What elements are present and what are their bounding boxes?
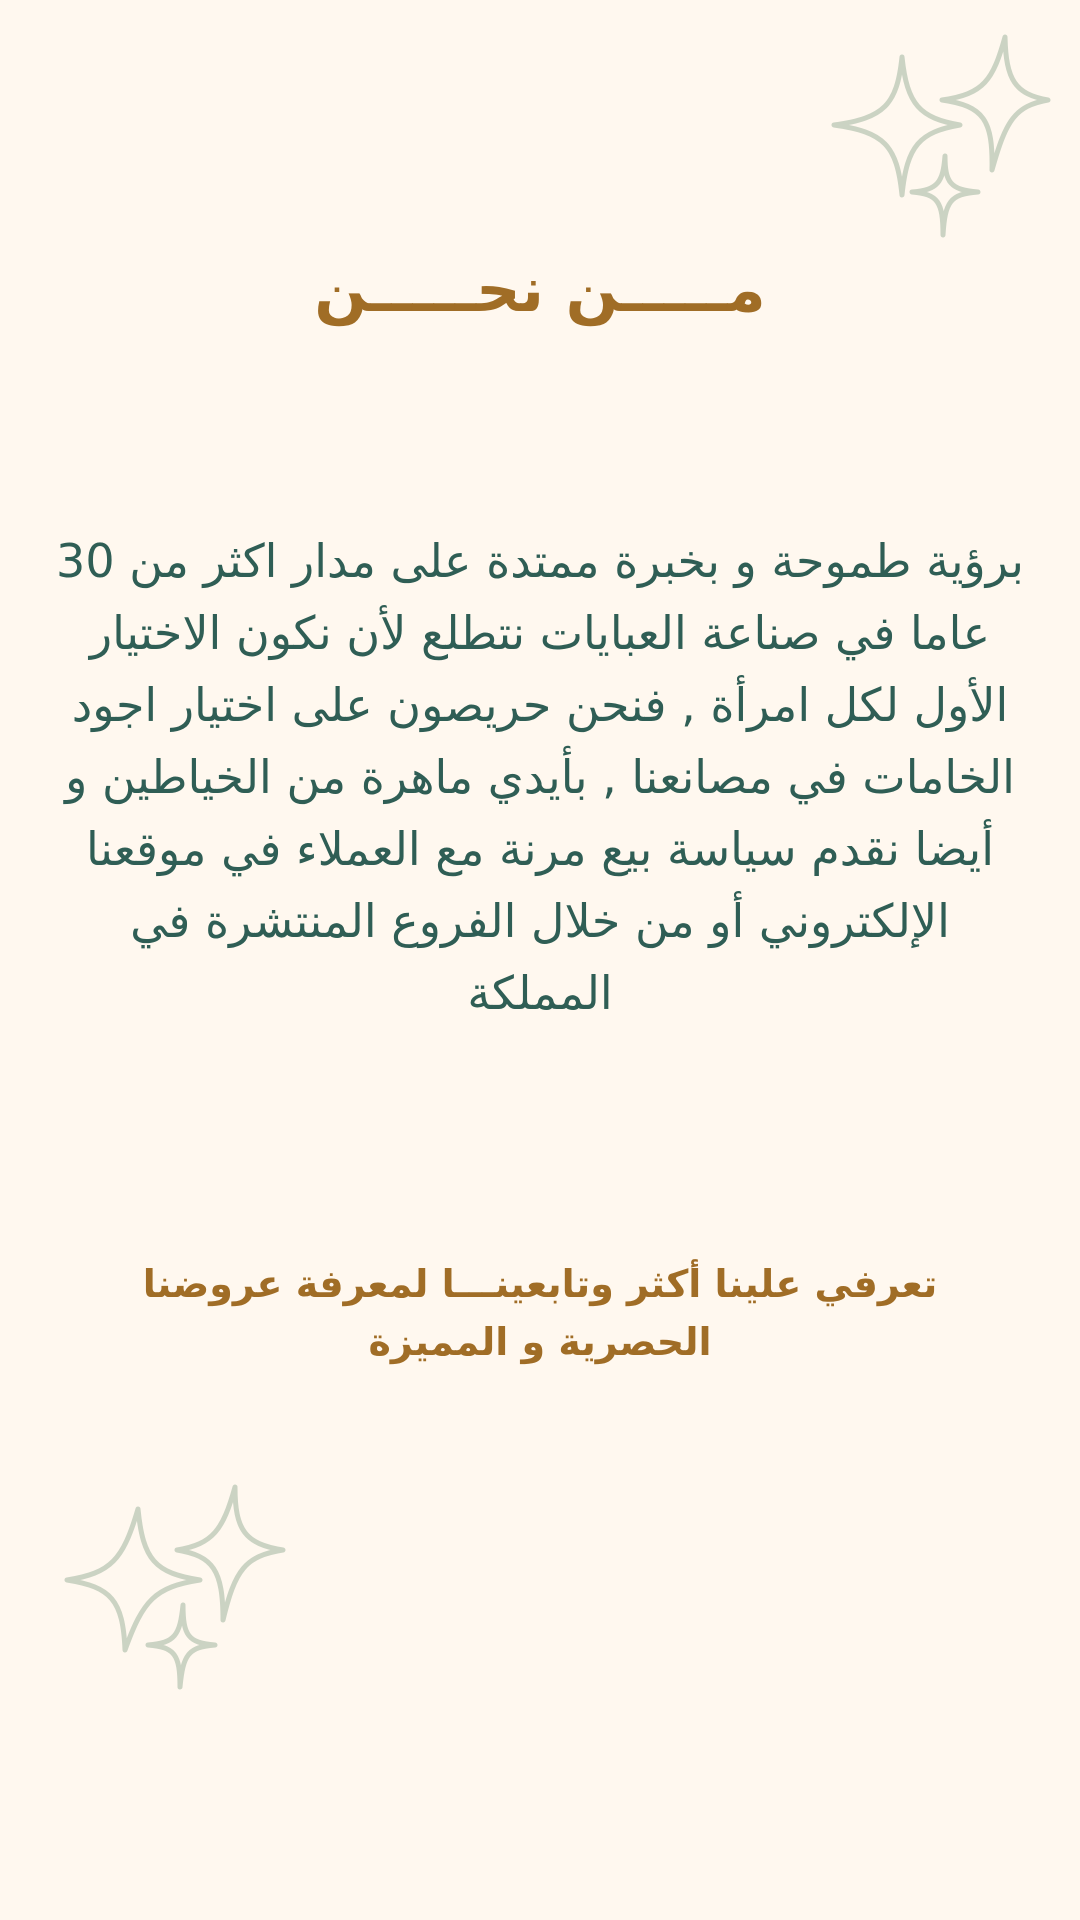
follow-us-message: تعرفي علينا أكثر وتابعينـــا لمعرفة عروضنا الحصرية و المميزة — [142, 1262, 938, 1364]
page-title: مـــــن نحـــــن — [314, 253, 766, 326]
sparkle-icon — [148, 1605, 215, 1687]
sparkles-bottom-decoration — [55, 1475, 315, 1705]
about-description: برؤية طموحة و بخبرة ممتدة على مدار اكثر من 30 عاما في صناعة العبايات نتطلع لأن نكون الاختيار الأول لكل امرأة , فنحن حريصون على اختيار اجود الخامات في مصانعنا , بأيدي ماهرة من الخياطين و أيضا نقدم سياسة بيع مرنة مع العملاء في موقعنا الإلكتروني أو من خلال الفروع المنتشرة في المملكة — [56, 534, 1024, 1020]
sparkles-top-decoration — [820, 20, 1080, 250]
sparkle-icon — [177, 1487, 283, 1620]
sparkle-icon — [942, 37, 1048, 170]
sparkle-icon — [912, 156, 978, 235]
